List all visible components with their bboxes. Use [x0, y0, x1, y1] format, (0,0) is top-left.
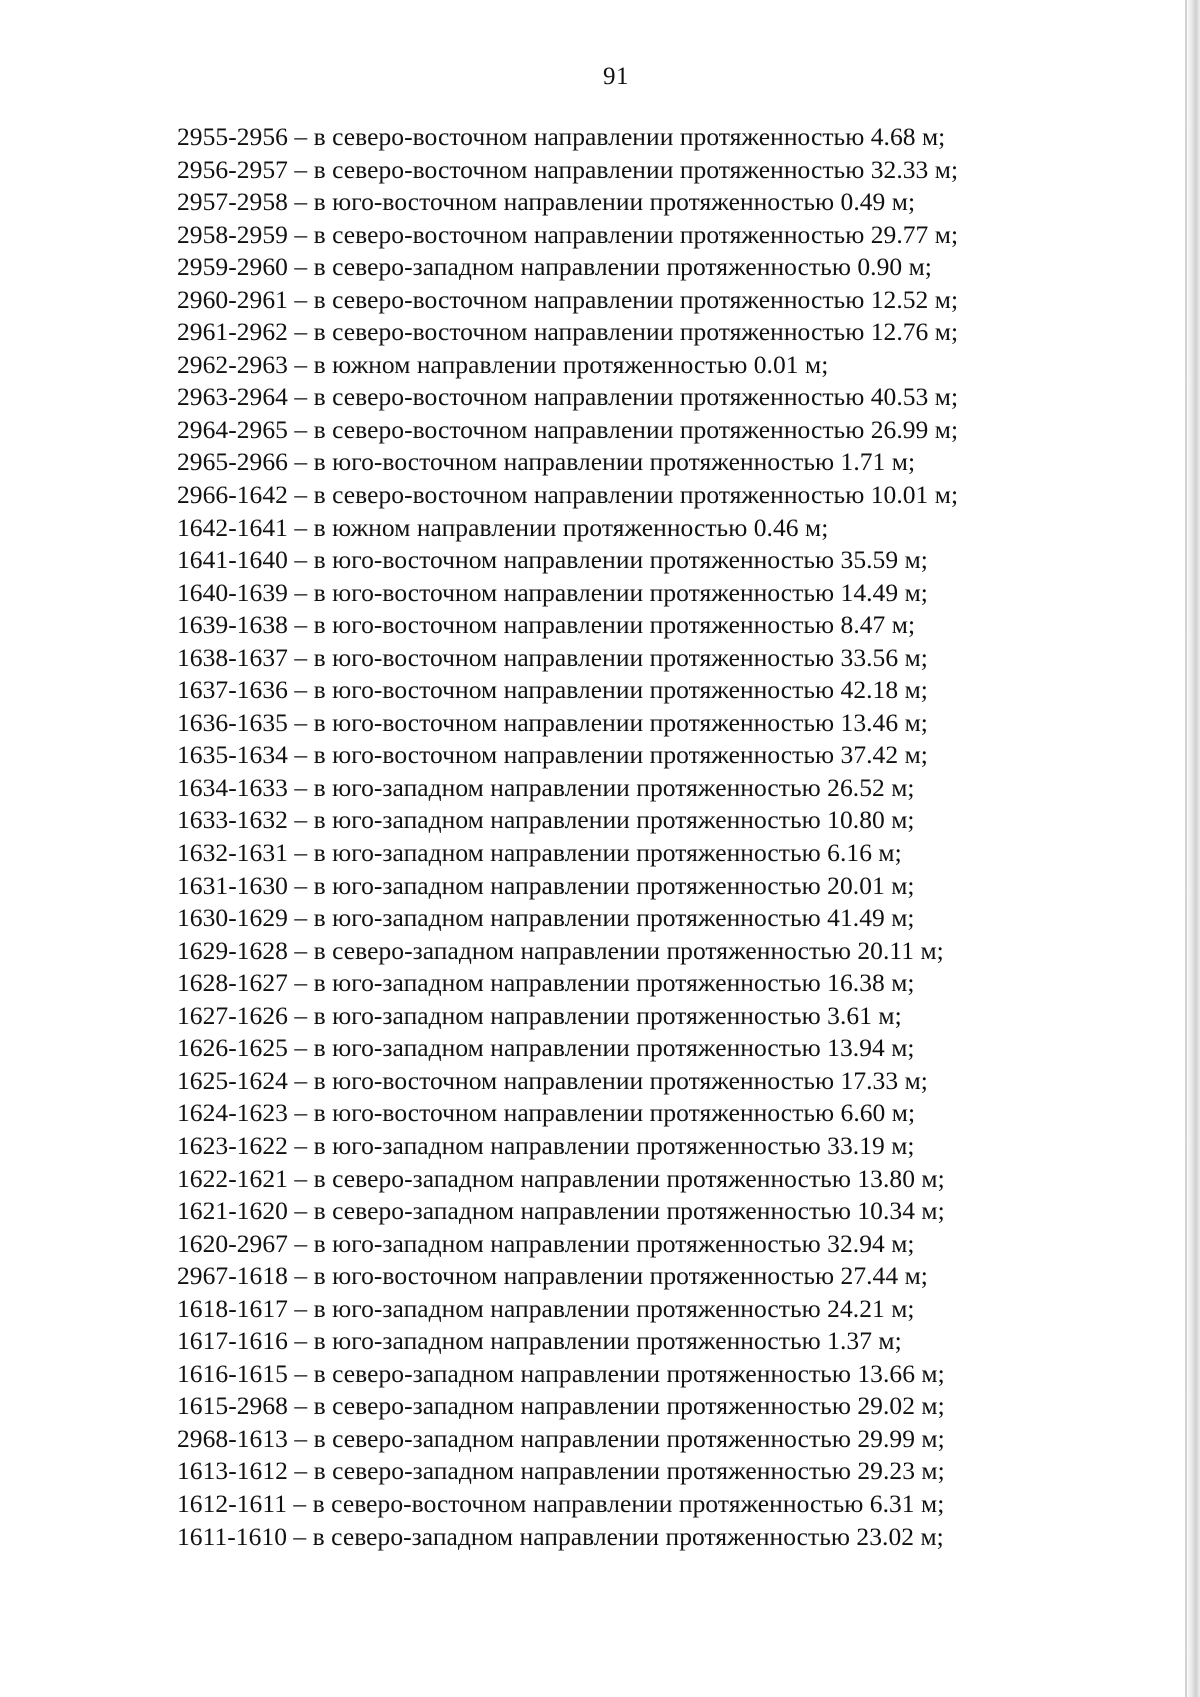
boundary-segment-line: 2956-2957 – в северо-восточном направлении протяженностью 32.33 м; [177, 154, 959, 184]
boundary-segment-line: 1629-1628 – в северо-западном направлении протяженностью 20.11 м; [177, 935, 944, 965]
boundary-segment-line: 1625-1624 – в юго-восточном направлении протяженностью 17.33 м; [177, 1065, 928, 1095]
boundary-segment-line: 2961-2962 – в северо-восточном направлении протяженностью 12.76 м; [177, 317, 959, 347]
boundary-segment-line: 1622-1621 – в северо-западном направлении протяженностью 13.80 м; [177, 1163, 945, 1193]
scan-edge-line [1185, 0, 1187, 1697]
page-number: 91 [603, 63, 629, 90]
boundary-segment-line: 1612-1611 – в северо-восточном направлении протяженностью 6.31 м; [177, 1488, 945, 1518]
boundary-segment-line: 1617-1616 – в юго-западном направлении протяженностью 1.37 м; [177, 1326, 902, 1356]
boundary-segment-line: 1636-1635 – в юго-восточном направлении протяженностью 13.46 м; [177, 707, 928, 737]
boundary-segment-line: 2965-2966 – в юго-восточном направлении протяженностью 1.71 м; [177, 447, 916, 477]
boundary-segment-line: 2962-2963 – в южном направлении протяженностью 0.01 м; [177, 349, 829, 379]
boundary-segment-line: 1637-1636 – в юго-восточном направлении протяженностью 42.18 м; [177, 675, 928, 705]
boundary-segment-line: 1640-1639 – в юго-восточном направлении протяженностью 14.49 м; [177, 577, 928, 607]
boundary-segment-line: 1624-1623 – в юго-восточном направлении протяженностью 6.60 м; [177, 1098, 916, 1128]
boundary-segment-line: 1635-1634 – в юго-восточном направлении протяженностью 37.42 м; [177, 740, 928, 770]
boundary-segment-line: 1623-1622 – в юго-западном направлении протяженностью 33.19 м; [177, 1130, 915, 1160]
boundary-segment-line: 2955-2956 – в северо-восточном направлении протяженностью 4.68 м; [177, 122, 946, 151]
boundary-segment-list [177, 121, 958, 1553]
scan-edge-shadow [1186, 0, 1200, 1697]
boundary-segment-line: 1618-1617 – в юго-западном направлении протяженностью 24.21 м; [177, 1293, 915, 1323]
boundary-segment-line: 2968-1613 – в северо-западном направлении протяженностью 29.99 м; [177, 1423, 945, 1453]
boundary-segment-line: 1620-2967 – в юго-западном направлении протяженностью 32.94 м; [177, 1228, 915, 1258]
boundary-segment-line: 1626-1625 – в юго-западном направлении протяженностью 13.94 м; [177, 1033, 915, 1063]
boundary-segment-line: 2963-2964 – в северо-восточном направлении протяженностью 40.53 м; [177, 382, 959, 412]
boundary-segment-line: 1633-1632 – в юго-западном направлении протяженностью 10.80 м; [177, 805, 915, 835]
boundary-segment-line: 1634-1633 – в юго-западном направлении протяженностью 26.52 м; [177, 772, 915, 802]
boundary-segment-line: 1638-1637 – в юго-восточном направлении протяженностью 33.56 м; [177, 642, 928, 672]
boundary-segment-line: 2964-2965 – в северо-восточном направлении протяженностью 26.99 м; [177, 414, 959, 444]
boundary-segment-line: 1627-1626 – в юго-западном направлении протяженностью 3.61 м; [177, 1000, 902, 1030]
boundary-segment-line: 1628-1627 – в юго-западном направлении протяженностью 16.38 м; [177, 968, 915, 998]
boundary-segment-line: 1630-1629 – в юго-западном направлении протяженностью 41.49 м; [177, 903, 915, 933]
boundary-segment-line: 2960-2961 – в северо-восточном направлении протяженностью 12.52 м; [177, 284, 959, 314]
boundary-segment-line: 2957-2958 – в юго-восточном направлении протяженностью 0.49 м; [177, 187, 916, 217]
boundary-segment-line: 1641-1640 – в юго-восточном направлении протяженностью 35.59 м; [177, 545, 928, 575]
boundary-segment-line: 2959-2960 – в северо-западном направлении протяженностью 0.90 м; [177, 252, 932, 282]
boundary-segment-line: 1631-1630 – в юго-западном направлении протяженностью 20.01 м; [177, 870, 915, 900]
boundary-segment-line: 2967-1618 – в юго-восточном направлении протяженностью 27.44 м; [177, 1261, 928, 1291]
boundary-segment-line: 1615-2968 – в северо-западном направлении протяженностью 29.02 м; [177, 1391, 945, 1421]
boundary-segment-line: 1639-1638 – в юго-восточном направлении протяженностью 8.47 м; [177, 610, 916, 640]
boundary-segment-line: 1642-1641 – в южном направлении протяженностью 0.46 м; [177, 512, 829, 542]
boundary-segment-line: 1621-1620 – в северо-западном направлении протяженностью 10.34 м; [177, 1196, 945, 1226]
boundary-segment-line: 1613-1612 – в северо-западном направлении протяженностью 29.23 м; [177, 1456, 945, 1486]
boundary-segment-line: 2966-1642 – в северо-восточном направлении протяженностью 10.01 м; [177, 480, 959, 510]
boundary-segment-line: 2958-2959 – в северо-восточном направлении протяженностью 29.77 м; [177, 219, 959, 249]
boundary-segment-line: 1632-1631 – в юго-западном направлении протяженностью 6.16 м; [177, 838, 902, 868]
boundary-segment-line: 1611-1610 – в северо-западном направлении протяженностью 23.02 м; [177, 1521, 944, 1551]
boundary-segment-line: 1616-1615 – в северо-западном направлении протяженностью 13.66 м; [177, 1358, 945, 1388]
